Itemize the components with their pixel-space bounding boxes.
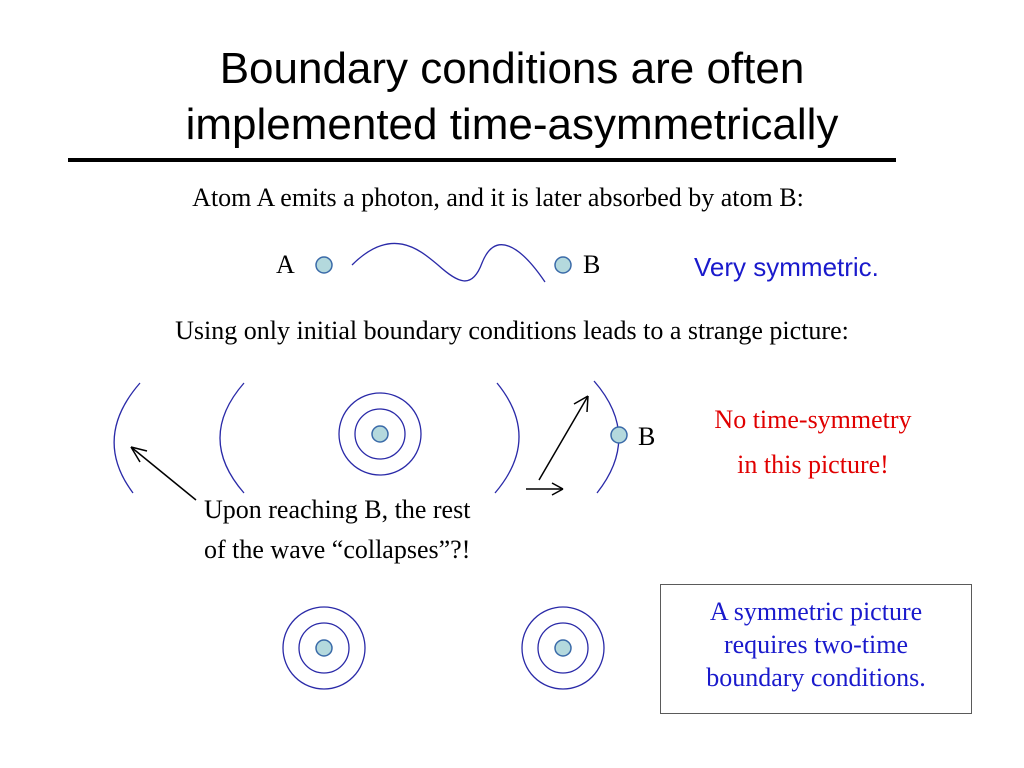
slide-title-line1: Boundary conditions are often [219,44,805,93]
symmetric-line3: boundary conditions. [706,663,926,692]
wavefront-right-inner [495,383,519,493]
symmetric-line1: A symmetric picture [709,597,923,626]
intro-text: Atom A emits a photon, and it is later absorbed by atom B: [192,183,804,212]
atom-b-label: B [583,250,601,279]
atom-b [555,257,571,273]
initial-bc-text: Using only initial boundary conditions leads to a strange picture: [175,316,849,345]
wavefront-left-outer [114,383,140,493]
atom-a [316,257,332,273]
atom-b-label-2: B [638,422,656,451]
wavefront-left-inner [220,383,244,493]
arrow-right-icon [526,483,563,495]
right-atom [555,640,571,656]
arrow-left-icon [131,447,196,500]
symmetric-conclusion-box [660,584,972,714]
left-atom [316,640,332,656]
very-symmetric-text: Very symmetric. [694,252,879,282]
no-symmetry-line2: in this picture! [737,450,889,479]
symmetric-line2: requires two-time [723,630,909,659]
emitter-atom [372,426,388,442]
absorber-atom-b [611,427,627,443]
atom-a-label: A [276,250,295,279]
photon-wave [352,243,545,282]
arrow-up-right-icon [539,396,588,480]
slide-title-line2: implemented time-asymmetrically [185,100,839,149]
no-symmetry-line1: No time-symmetry [714,405,912,434]
collapse-line2: of the wave “collapses”?! [204,535,471,564]
collapse-line1: Upon reaching B, the rest [204,495,471,524]
